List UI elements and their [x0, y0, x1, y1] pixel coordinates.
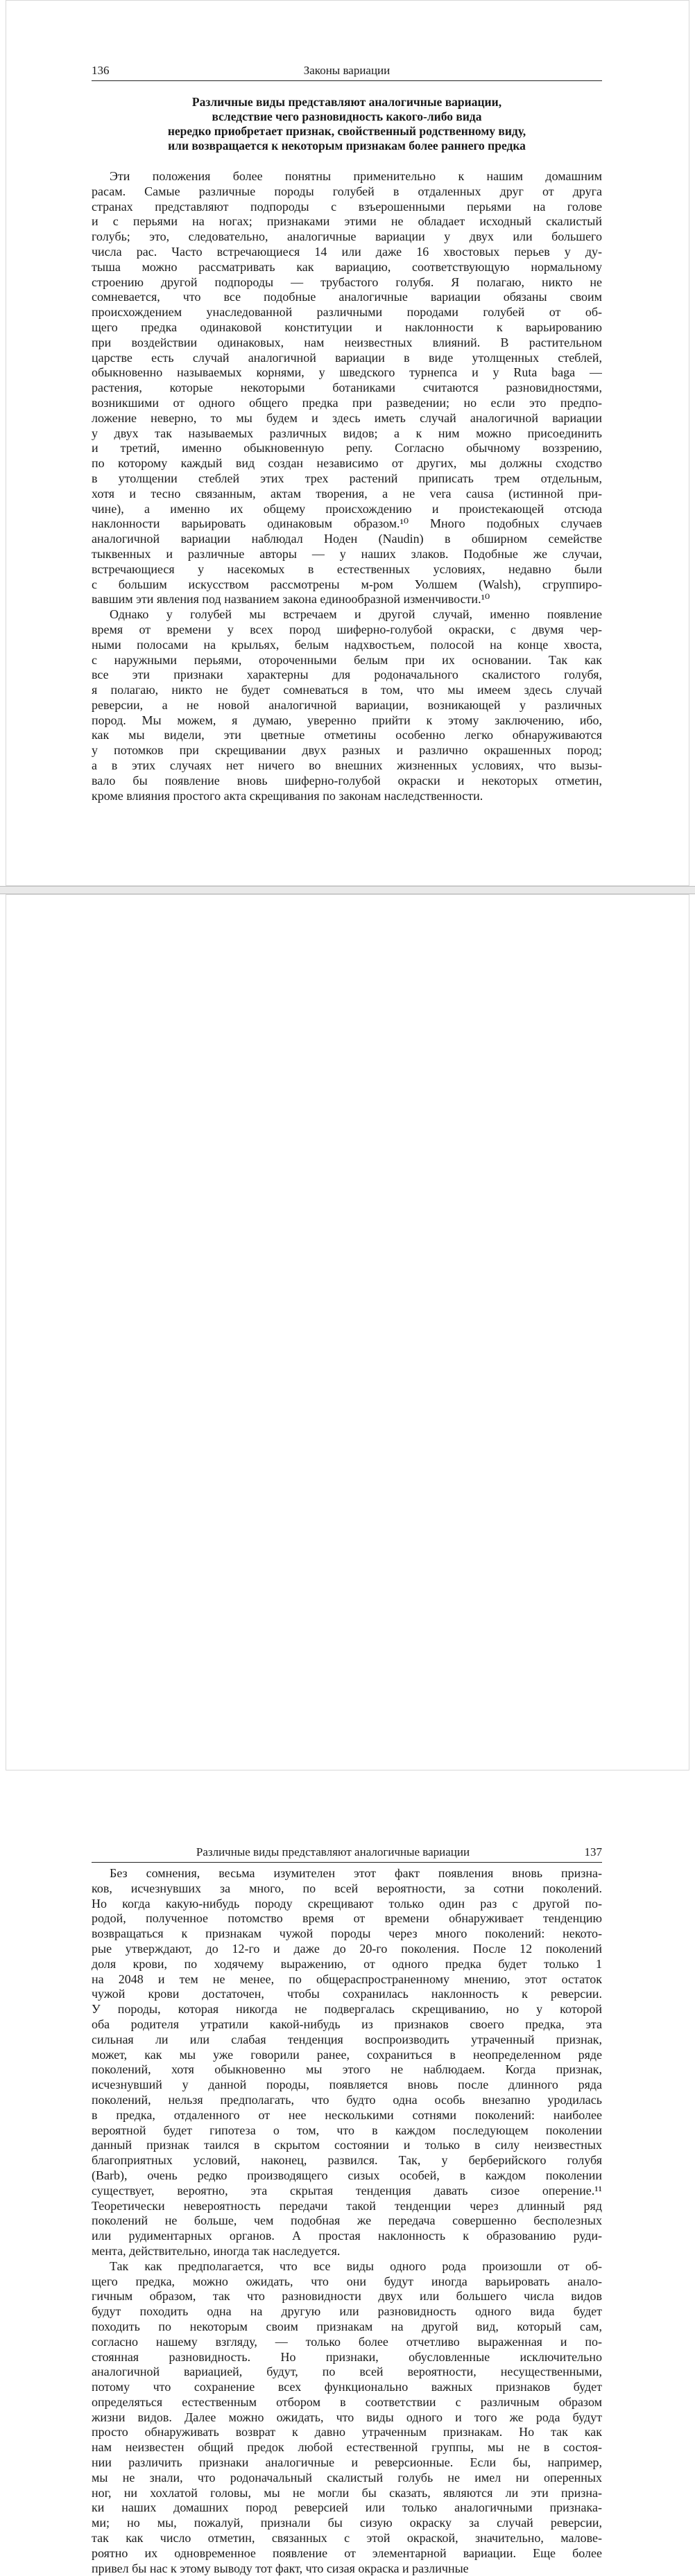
text-line: ми; но мы, пожалуй, признали бы сизую окраску за случай реверсии, — [92, 2516, 602, 2530]
running-head — [92, 62, 602, 81]
page-border — [6, 894, 689, 1770]
text-line: может, как мы уже говорили ранее, сохраниться в неопределенном ряде — [92, 2047, 602, 2062]
text-line: так как число отметин, связанных с этой окраской, значительно, малове- — [92, 2531, 602, 2545]
text-line: У породы, которая никогда не подвергалась скрещиванию, но у которой — [92, 2002, 602, 2017]
text-line: поколений не больше, чем подобная же передача совершенно бесполезных — [92, 2213, 602, 2228]
heading-line: или возвращается к некоторым признакам более раннего предка — [168, 139, 526, 153]
text-line: щего предка одинаковой конституции и наклонности к варьированию — [92, 320, 602, 334]
paragraph — [92, 2259, 602, 2576]
text-line: с наружными перьями, отороченными белым при их основании. Так как — [92, 652, 602, 667]
text-line: Теоретически невероятность передачи такой тенденции через длинный ряд — [92, 2198, 602, 2213]
running-head-title: Законы вариации — [303, 64, 391, 77]
text-line: ног, ни хохлатой головы, мы не могли бы сказать, являются ли эти призна- — [92, 2485, 602, 2500]
text-line: мента, действительно, иногда так наследуется. — [92, 2243, 341, 2258]
text-line: все эти признаки характерны для родоначального скалистого голубя, — [92, 668, 602, 682]
text-line: нии различить признаки аналогичные и реверсионные. Если бы, например, — [92, 2455, 602, 2470]
paragraph — [92, 169, 602, 607]
page-number: 137 — [584, 1845, 602, 1859]
text-line: Но когда какую-нибудь породу скрещивают только один раз с другой по- — [92, 1896, 602, 1911]
text-line: Без сомнения, весьма изумителен этот факт появления вновь призна- — [110, 1866, 602, 1880]
text-line: вало бы появление вновь шиферно-голубой окраски и некоторых отметин, — [92, 773, 602, 787]
text-line: ков, исчезнувших за много, по всей вероятности, за сотни поколений. — [92, 1881, 602, 1895]
text-line: ложение неверно, то мы будем и здесь иметь случай аналогичной вариации — [92, 410, 602, 425]
text-line: как мы видели, эти цветные отметины особенно легко обнаруживаются — [92, 728, 602, 742]
text-line: щего предка, можно ожидать, что они будут иногда варьировать анало- — [92, 2274, 602, 2288]
text-line: вавшим эти явления под названием закона единообразной изменчивости.¹⁰ — [92, 592, 490, 607]
text-line: возвращаться к признакам чужой породы через много поколений: некото- — [92, 1926, 602, 1941]
text-line: гичным образом, так что разновидности двух или большего числа видов — [92, 2289, 602, 2304]
text-line: Эти положения более понятны применительно к нашим домашним — [110, 169, 602, 183]
text-line: я полагаю, никто не будет сомневаться в том, что мы имеем здесь случай — [92, 683, 602, 697]
text-line: кроме влияния простого акта скрещивания по законам наследственности. — [92, 788, 483, 803]
text-line: у потомков при скрещивании двух разных и различно окрашенных пород; — [92, 743, 602, 758]
text-line: пород. Мы можем, я думаю, уверенно прийти к этому заключению, ибо, — [92, 713, 602, 727]
text-line: существует, вероятно, эта скрытая тенденция давать сизое оперение.¹¹ — [92, 2183, 602, 2198]
text-line: Однако у голубей мы встречаем и другой случай, именно появление — [110, 607, 602, 622]
text-line: чужой крови достаточен, чтобы сохранилась наклонность к реверсии. — [92, 1987, 602, 2001]
text-line: в утолщении стеблей этих трех растений приписать трем отдельным, — [92, 471, 602, 485]
text-line: аналогичной вариацией, будут, по всей вероятности, несущественными, — [92, 2365, 602, 2379]
page-separator — [0, 886, 695, 894]
text-line: а в этих случаях нет ничего во внешних жизненных условиях, что вызы- — [92, 758, 602, 773]
text-line: на 2048 и тем не менее, по общераспространенному мнению, этот остаток — [92, 1972, 602, 1986]
text-line: поколений, хотя обыкновенно мы этого не наблюдаем. Когда признак, — [92, 2062, 602, 2077]
text-line: или рудиментарных органов. А простая наклонность к образованию руди- — [92, 2229, 602, 2243]
text-line: возникшими от одного общего предка при разведении; но если это предпо- — [92, 395, 602, 410]
text-line: будут походить одна на другую или разновидность одного вида будет — [92, 2304, 602, 2319]
text-line: тыша можно рассматривать как вариацию, соответствующую нормальному — [92, 259, 602, 274]
heading-line: вследствие чего разновидность какого-либо вида — [212, 110, 482, 123]
page-136 — [0, 0, 695, 886]
text-line: с большим искусством рассмотрены м-ром Уолшем (Walsh), сгруппиро- — [92, 577, 602, 591]
text-line: по которому каждый вид создан независимо от других, мы должны сходство — [92, 456, 602, 471]
text-line: и третий, именно обыкновенную репу. Согласно обычному воззрению, — [92, 441, 602, 455]
text-line: и с перьями на ногах; признаками этими не обладает исходный скалистый — [92, 214, 602, 229]
text-line: стоянная разновидность. Но признаки, обусловленные исключительно — [92, 2349, 602, 2364]
text-line: нам неизвестен общий предок любой естественной группы, мы не в состоя- — [92, 2440, 602, 2455]
text-line: тыквенных и различные авторы — у наших злаков. Подобные же случаи, — [92, 546, 602, 561]
text-line: странах представляют подпороды с взъерошенными перьями на голове — [92, 199, 602, 214]
running-head — [92, 1844, 602, 1863]
text-line: строению другой подпороды — трубастого голубя. Я полагаю, никто не — [92, 275, 602, 289]
text-line: доля крови, по ходячему выражению, от одного предка будет только 1 — [92, 1956, 602, 1971]
text-line: происхождением унаследованной различными породами голубей от об- — [92, 305, 602, 320]
page-137 — [0, 894, 695, 2575]
text-line: расам. Самые различные породы голубей в отдаленных друг от друга — [92, 184, 602, 198]
paragraph — [92, 1866, 602, 2259]
text-line: оба родителя утратили какой-нибудь из признаков своего предка, эта — [92, 2017, 602, 2031]
text-line: просто обнаруживать возврат к давно утраченным признакам. Но так как — [92, 2425, 602, 2439]
text-line: поколений, нельзя предполагать, что будто одна особь внезапно уродилась — [92, 2092, 602, 2107]
text-line: привел бы нас к этому выводу тот факт, что сизая окраска и различные — [92, 2561, 469, 2575]
text-line: наклонности варьировать одинаковым образом.¹⁰ Много подобных случаев — [92, 516, 602, 531]
text-line: исчезнувший у данной породы, появляется вновь после длинного ряда — [92, 2078, 602, 2092]
heading-line: нередко приобретает признак, свойственный родственному виду, — [167, 124, 526, 138]
body-text — [92, 169, 602, 803]
text-line: роятно их одновременное появление от элементарной вариации. Еще более — [92, 2545, 602, 2560]
text-line: растения, которые некоторыми ботаниками считаются разновидностями, — [92, 381, 602, 395]
text-line: (Barb), очень редко производящего сизых особей, в каждом поколении — [92, 2168, 602, 2182]
text-line: аналогичной вариации наблюдал Ноден (Naudin) в обширном семействе — [92, 532, 602, 546]
body-text — [92, 1866, 602, 2576]
text-line: время от времени у всех пород шиферно-голубой окраски, с двумя чер- — [92, 622, 602, 636]
text-line: рые утверждают, до 12-го и даже до 20-го поколения. После 12 поколений — [92, 1941, 602, 1956]
text-line: обыкновенно называемых корнями, у шведского турнепса и у Ruta baga — — [92, 365, 602, 380]
text-line: согласно нашему взгляду, — только более отчетливо выраженная и по- — [92, 2334, 602, 2349]
text-line: родой, полученное потомство время от времени обнаруживает тенденцию — [92, 1911, 602, 1926]
text-line: у двух так называемых различных видов; а к ним можно присоединить — [92, 426, 602, 440]
page-number: 136 — [92, 64, 110, 77]
text-line: ки наших домашних пород реверсией или только аналогичными признака- — [92, 2500, 602, 2515]
text-line: хотя и тесно связанным, актам творения, а не vera causa (истинной при- — [92, 486, 602, 501]
text-line: определяться естественным отбором в соответствии с различным образом — [92, 2394, 602, 2409]
running-head-title: Различные виды представляют аналогичные вариации — [196, 1845, 470, 1859]
text-line: в предка, отдаленного от нее несколькими сотнями поколений: наиболее — [92, 2107, 602, 2122]
text-line: данный признак таился в скрытом состоянии и только в силу неизвестных — [92, 2138, 602, 2152]
text-line: встречающиеся у насекомых в естественных условиях, недавно были — [92, 562, 602, 576]
text-line: походить по некоторым своим признакам на другой вид, который сам, — [92, 2319, 602, 2333]
text-line: жизни видов. Далее можно ожидать, что виды одного и того же рода будут — [92, 2410, 602, 2424]
text-line: голубь; это, следовательно, аналогичные вариации у двух или большего — [92, 229, 602, 244]
text-line: царстве есть случай аналогичной вариации в виде утолщенных стеблей, — [92, 350, 602, 365]
text-line: сомневается, что все подобные аналогичные вариации обязаны своим — [92, 290, 602, 304]
text-line: мы не знали, что родоначальный скалистый голубь не имел ни оперенных — [92, 2470, 602, 2484]
text-line: числа рас. Часто встречающиеся 14 или даже 16 хвостовых перьев у ду- — [92, 244, 602, 259]
text-line: сильная ли или слабая тенденция воспроизводить утраченный признак, — [92, 2032, 602, 2046]
text-line: чине), а именно их общему происхождению и проистекающей отсюда — [92, 501, 602, 516]
text-line: потому что сохранение всех функционально важных признаков будет — [92, 2380, 602, 2394]
paragraph — [92, 607, 602, 803]
section-heading — [104, 95, 590, 153]
text-line: при воздействии одинаковых, нам неизвестных влияний. В растительном — [92, 335, 602, 349]
text-line: ными полосами на крыльях, белым надхвостьем, полосой на конце хвоста, — [92, 637, 602, 652]
heading-line: Различные виды представляют аналогичные вариации, — [191, 95, 502, 109]
text-line: благоприятных условий, наконец, развился. Так, у берберийского голубя — [92, 2153, 602, 2168]
text-line: Так как предполагается, что все виды одного рода произошли от об- — [110, 2259, 602, 2273]
text-line: вероятной будет гипотеза о том, что в каждом последующем поколении — [92, 2123, 602, 2137]
text-line: реверсии, а не новой аналогичной вариации, возникающей у различных — [92, 697, 602, 712]
